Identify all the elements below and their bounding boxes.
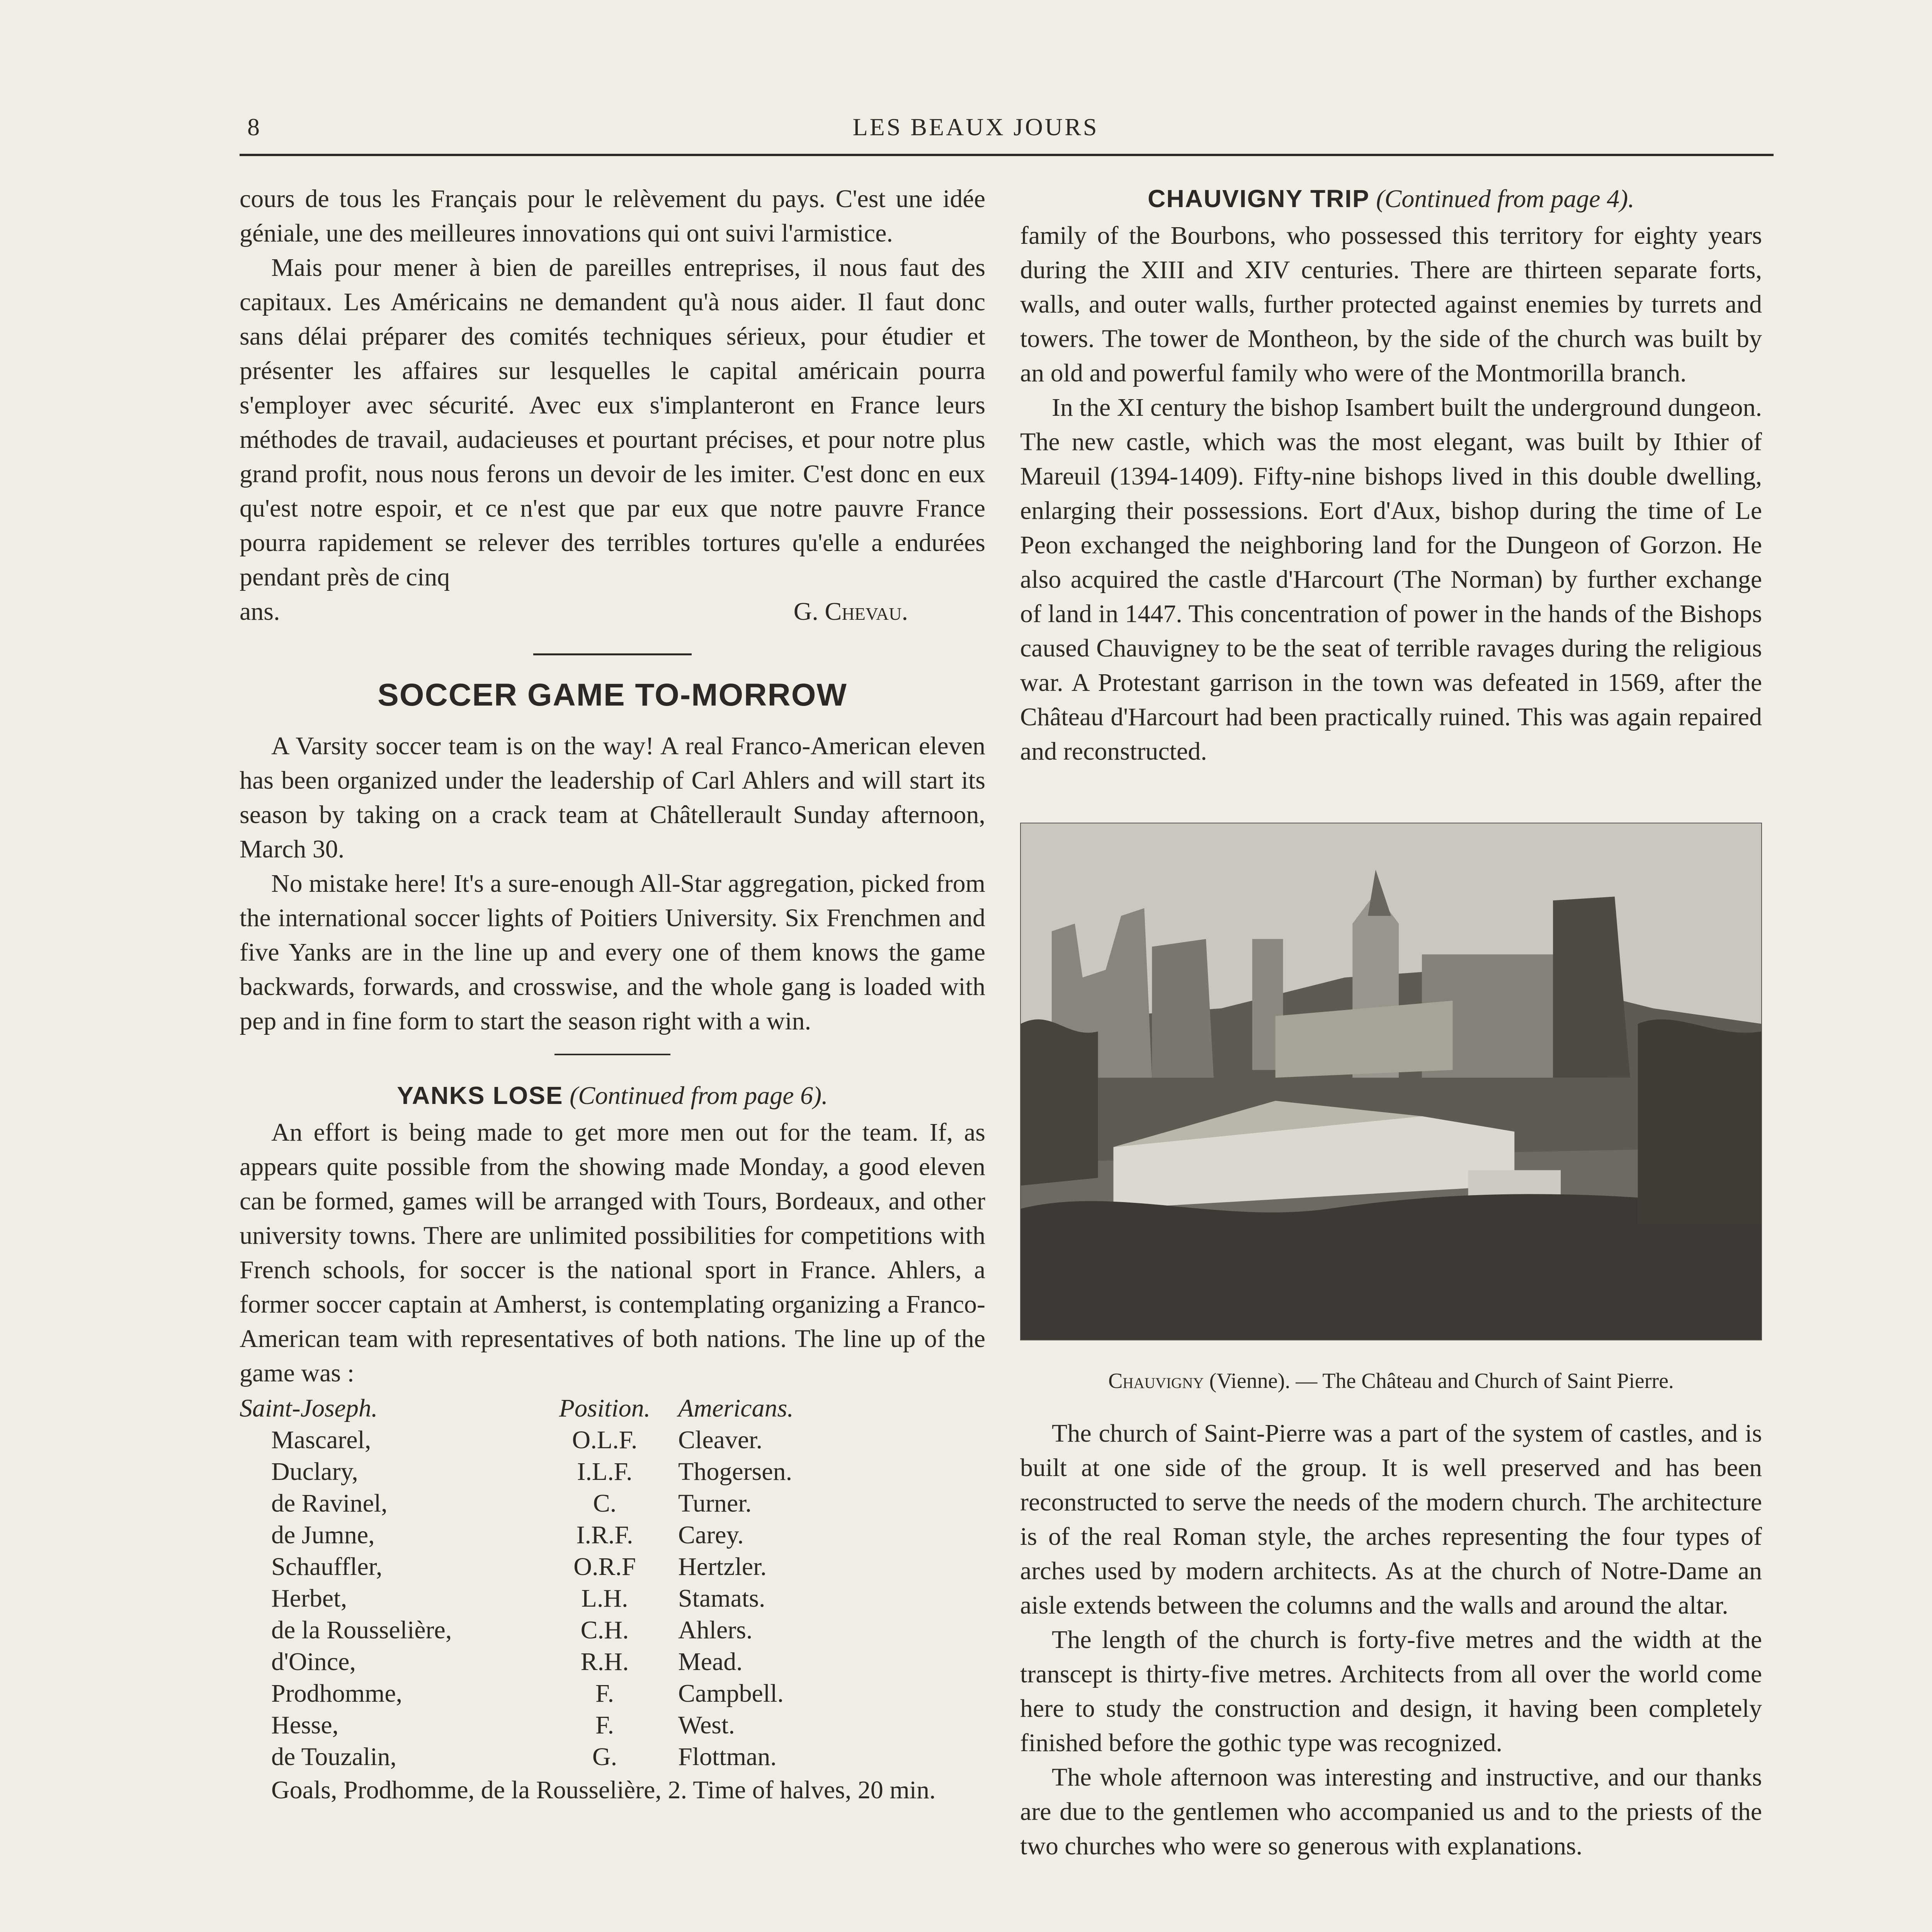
church-paragraph-3: The whole afternoon was interesting and instructive, and our thanks are due to the gentlemen who accompanied us and to the priests of the two churches who were so generous with explanations. — [1020, 1763, 1762, 1860]
lineup-position: C.H. — [580, 1616, 629, 1644]
lineup-french-player: de Touzalin, — [271, 1743, 397, 1771]
chauvigny-paragraph-1: family of the Bourbons, who possessed this territory for eighty years during the XIII and XIV centuries. There are thirteen separate forts, walls, and outer walls, further protected against enemies by turrets and towers. The tower de Montheon, by the side of the church was built by an old and powerful family who were of the Montmorilla branch. — [1020, 221, 1762, 387]
chauvigny-paragraph-2: In the XI century the bishop Isambert built the underground dungeon. The new castle, which was the most elegant, was built by Ithier of Mareuil (1394-1409). Fifty-nine bishops lived in this double dwelling, enlarging their possessions. Eort d'Aux, bishop during the time of Le Peon exchanged the neighboring land for the Dungeon of Gorzon. He also acquired the castle d'Harcourt (The Norman) by further exchange of land in 1447. This concentration of power in the hands of the Bishops caused Chauvigney to be the seat of terrible ravages during the religious war. A Protestant garrison in the town was defeated in 1569, after the Château d'Harcourt had been practically ruined. This was again repaired and reconstructed. — [1020, 393, 1762, 765]
left-column — [240, 182, 985, 1807]
church-paragraph-2: The length of the church is forty-five metres and the width at the transcept is thirty-five metres. Architects from all over the world come here to study the construction and design, it having been completely finished before the gothic type was recognized. — [1020, 1626, 1762, 1757]
lineup-row — [240, 1709, 985, 1741]
lineup-position: F. — [595, 1679, 614, 1708]
lineup-row — [240, 1424, 985, 1456]
header-rule — [240, 154, 1774, 156]
lineup-american-player: Cleaver. — [678, 1426, 763, 1454]
chauvigny-continued-note: (Continued from page 4). — [1376, 185, 1634, 213]
right-column — [1020, 182, 1762, 1863]
yanks-continued-note: (Continued from page 6). — [570, 1082, 828, 1110]
church-paragraph-1: The church of Saint-Pierre was a part of the system of castles, and is built at one side of the group. It is well preserved and has been reconstructed to serve the needs of the modern church. The architecture is of the real Roman style, the arches representing the four types of arches used by modern architects. As at the church of Notre-Dame an aisle extends between the columns and the walls and around the altar. — [1020, 1419, 1762, 1619]
lineup-row — [240, 1614, 985, 1646]
lineup-american-player: West. — [678, 1711, 735, 1739]
running-head: LES BEAUX JOURS — [852, 113, 1099, 141]
castle-image — [1021, 823, 1761, 1340]
lineup-american-player: Campbell. — [678, 1679, 784, 1708]
caption-place: Chauvigny — [1108, 1369, 1204, 1393]
lineup-american-player: Carey. — [678, 1521, 744, 1549]
intro-last-word: ans. — [240, 597, 280, 626]
soccer-headline: SOCCER GAME TO-MORROW — [378, 677, 847, 713]
photo-caption — [1020, 1367, 1762, 1395]
lineup-position: I.R.F. — [576, 1521, 633, 1549]
lineup-row — [240, 1741, 985, 1773]
section-divider — [533, 653, 692, 655]
lineup-position: O.R.F — [573, 1553, 636, 1581]
yanks-paragraph: An effort is being made to get more men out for the team. If, as appears quite possible from the showing made Monday, a good eleven can be formed, games will be arranged with Tours, Bordeaux, and other university towns. There are unlimited possibilities for competitions with French schools, for soccer is the national sport in France. Ahlers, a former soccer captain at Amherst, is contemplating organizing a Franco-American team with representatives of both nations. The line up of the game was : — [240, 1118, 985, 1387]
yanks-headline — [240, 1078, 985, 1113]
lineup-american-player: Ahlers. — [678, 1616, 753, 1644]
lineup-row — [240, 1583, 985, 1614]
lineup-position: C. — [593, 1489, 617, 1517]
caption-description: (Vienne). — The Château and Church of Saint Pierre. — [1209, 1369, 1674, 1393]
lineup-american-player: Hertzler. — [678, 1553, 767, 1581]
lineup-french-player: de la Rousselière, — [271, 1616, 452, 1644]
lineup-american-player: Thogersen. — [678, 1458, 793, 1486]
lineup-french-player: Hesse, — [271, 1711, 339, 1739]
lineup-american-player: Stamats. — [678, 1584, 765, 1612]
lineup-header-position: Position. — [559, 1394, 651, 1422]
lineup-row — [240, 1456, 985, 1488]
lineup-position: I.L.F. — [577, 1458, 633, 1486]
intro-paragraph-2: Mais pour mener à bien de pareilles entreprises, il nous faut des capitaux. Les Américains ne demandent qu'à nous aider. Il faut donc sans délai préparer des comités techniques sérieux, pour étudier et présenter les affaires sur lesquelles le capital américain pourra s'employer avec sécurité. Avec eux s'implanteront en France leurs méthodes de travail, audacieuses et pourtant précises, et pour notre plus grand profit, nous nous ferons un devoir de les imiter. C'est donc en eux qu'est notre espoir, et ce n'est que par eux que notre pauvre France pourra rapidement se relever des terribles tortures qu'elle a endurées pendant près de cinq — [240, 253, 985, 591]
lineup-row — [240, 1551, 985, 1583]
chauvigny-title: CHAUVIGNY TRIP — [1148, 185, 1370, 213]
lineup-position: O.L.F. — [572, 1426, 638, 1454]
section-divider — [554, 1054, 670, 1055]
lineup-french-player: de Ravinel, — [271, 1489, 388, 1517]
lineup-row — [240, 1646, 985, 1678]
page-number: 8 — [247, 113, 260, 141]
lineup-header-row — [240, 1393, 985, 1424]
lineup-row — [240, 1678, 985, 1709]
yanks-title: YANKS LOSE — [397, 1082, 563, 1109]
soccer-paragraph-1: A Varsity soccer team is on the way! A real Franco-American eleven has been organized under the leadership of Carl Ahlers and will start its season by taking on a crack team at Châtellerault Sunday afternoon, March 30. — [240, 732, 985, 863]
lineup-row — [240, 1519, 985, 1551]
lineup-french-player: Prodhomme, — [271, 1679, 403, 1708]
intro-signature-line — [240, 594, 985, 629]
author-signature: G. Chevau. — [793, 597, 908, 626]
lineup-header-americans: Americans. — [678, 1394, 794, 1422]
lineup-header-team: Saint-Joseph. — [240, 1394, 378, 1422]
lineup-position: F. — [595, 1711, 614, 1739]
soccer-paragraph-2: No mistake here! It's a sure-enough All-Star aggregation, picked from the international soccer lights of Poitiers University. Six Frenchmen and five Yanks are in the line up and every one of them knows the game backwards, forwards, and crosswise, and the whole gang is loaded with pep and in fine form to start the season right with a win. — [240, 869, 985, 1035]
lineup-position: R.H. — [580, 1648, 629, 1676]
lineup-american-player: Flottman. — [678, 1743, 777, 1771]
lineup-table — [240, 1393, 985, 1773]
lineup-french-player: Herbet, — [271, 1584, 347, 1612]
intro-paragraph-1: cours de tous les Français pour le relèvement du pays. C'est une idée géniale, une des meilleures innovations qui ont suivi l'armistice. — [240, 185, 985, 247]
lineup-position: L.H. — [581, 1584, 628, 1612]
lineup-french-player: Mascarel, — [271, 1426, 371, 1454]
lineup-row — [240, 1488, 985, 1519]
chateau-photograph — [1020, 823, 1762, 1340]
lineup-american-player: Turner. — [678, 1489, 752, 1517]
lineup-position: G. — [592, 1743, 617, 1771]
game-summary: Goals, Prodhomme, de la Rousselière, 2. Time of halves, 20 min. — [271, 1776, 936, 1804]
lineup-french-player: d'Oince, — [271, 1648, 356, 1676]
chauvigny-headline — [1020, 182, 1762, 216]
lineup-american-player: Mead. — [678, 1648, 743, 1676]
lineup-french-player: Schauffler, — [271, 1553, 383, 1581]
lineup-french-player: de Jumne, — [271, 1521, 375, 1549]
lineup-french-player: Duclary, — [271, 1458, 358, 1486]
